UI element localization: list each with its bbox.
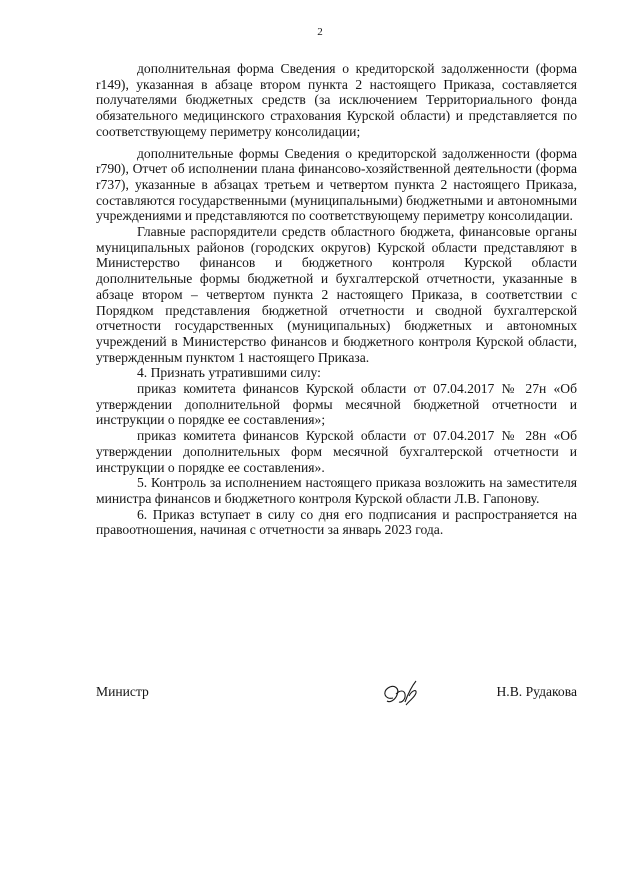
paragraph-form-r149: дополнительная форма Сведения о кредиторской задолженности (форма r149), указанная в абзаце втором пункта 2 настоящего Приказа, составляется получателями бюджетных средств (за исключением Территориального фонда обязательного медицинского страхования Курской области) и представляется по соответствующему периметру консолидации; <box>96 61 577 139</box>
page-number: 2 <box>317 26 323 38</box>
signer-name: Н.В. Рудакова <box>496 684 577 699</box>
signature-block <box>96 678 577 718</box>
paragraph-item-5: 5. Контроль за исполнением настоящего приказа возложить на заместителя министра финансов и бюджетного контроля Курской области Л.В. Гапонову. <box>96 475 577 506</box>
paragraph-item-6: 6. Приказ вступает в силу со дня его подписания и распространяется на правоотношения, начиная с отчетности за январь 2023 года. <box>96 506 577 538</box>
signer-position: Министр <box>96 684 149 699</box>
paragraph-forms-r790-r737: дополнительные формы Сведения о кредиторской задолженности (форма r790), Отчет об исполнении плана финансово-хозяйственной деятельности (форма r737), указанные в абзацах третьем и четвертом пункта 2 настоящего Приказа, составляются государственными (муниципальными) бюджетными и автономными учреждениями и представляются по соответствующему периметру консолидации. <box>96 145 577 224</box>
paragraph-order-28n: приказ комитета финансов Курской области от 07.04.2017 № 28н «Об утверждении дополнительных форм месячной бухгалтерской отчетности и инструкции о порядке ее составления». <box>96 428 577 475</box>
document-body <box>96 61 577 538</box>
paragraph-order-27n: приказ комитета финансов Курской области от 07.04.2017 № 27н «Об утверждении дополнительной формы месячной бюджетной отчетности и инструкции о порядке ее составления»; <box>96 381 577 428</box>
handwritten-signature <box>379 678 425 712</box>
paragraph-main-managers: Главные распорядители средств областного бюджета, финансовые органы муниципальных районов (городских округов) Курской области представляют в Министерство финансов и бюджетного контроля Курской области дополнительные формы бюджетной и бухгалтерской отчетности, указанные в абзаце втором – четвертом пункта 2 настоящего Приказа, в соответствии с Порядком представления бюджетной отчетности и сводной бухгалтерской отчетности государственных (муниципальных) бюджетных и автономных учреждений в Министерство финансов и бюджетного контроля Курской области, утвержденным пунктом 1 настоящего Приказа. <box>96 224 577 365</box>
paragraph-item-4: 4. Признать утратившими силу: <box>137 365 321 381</box>
